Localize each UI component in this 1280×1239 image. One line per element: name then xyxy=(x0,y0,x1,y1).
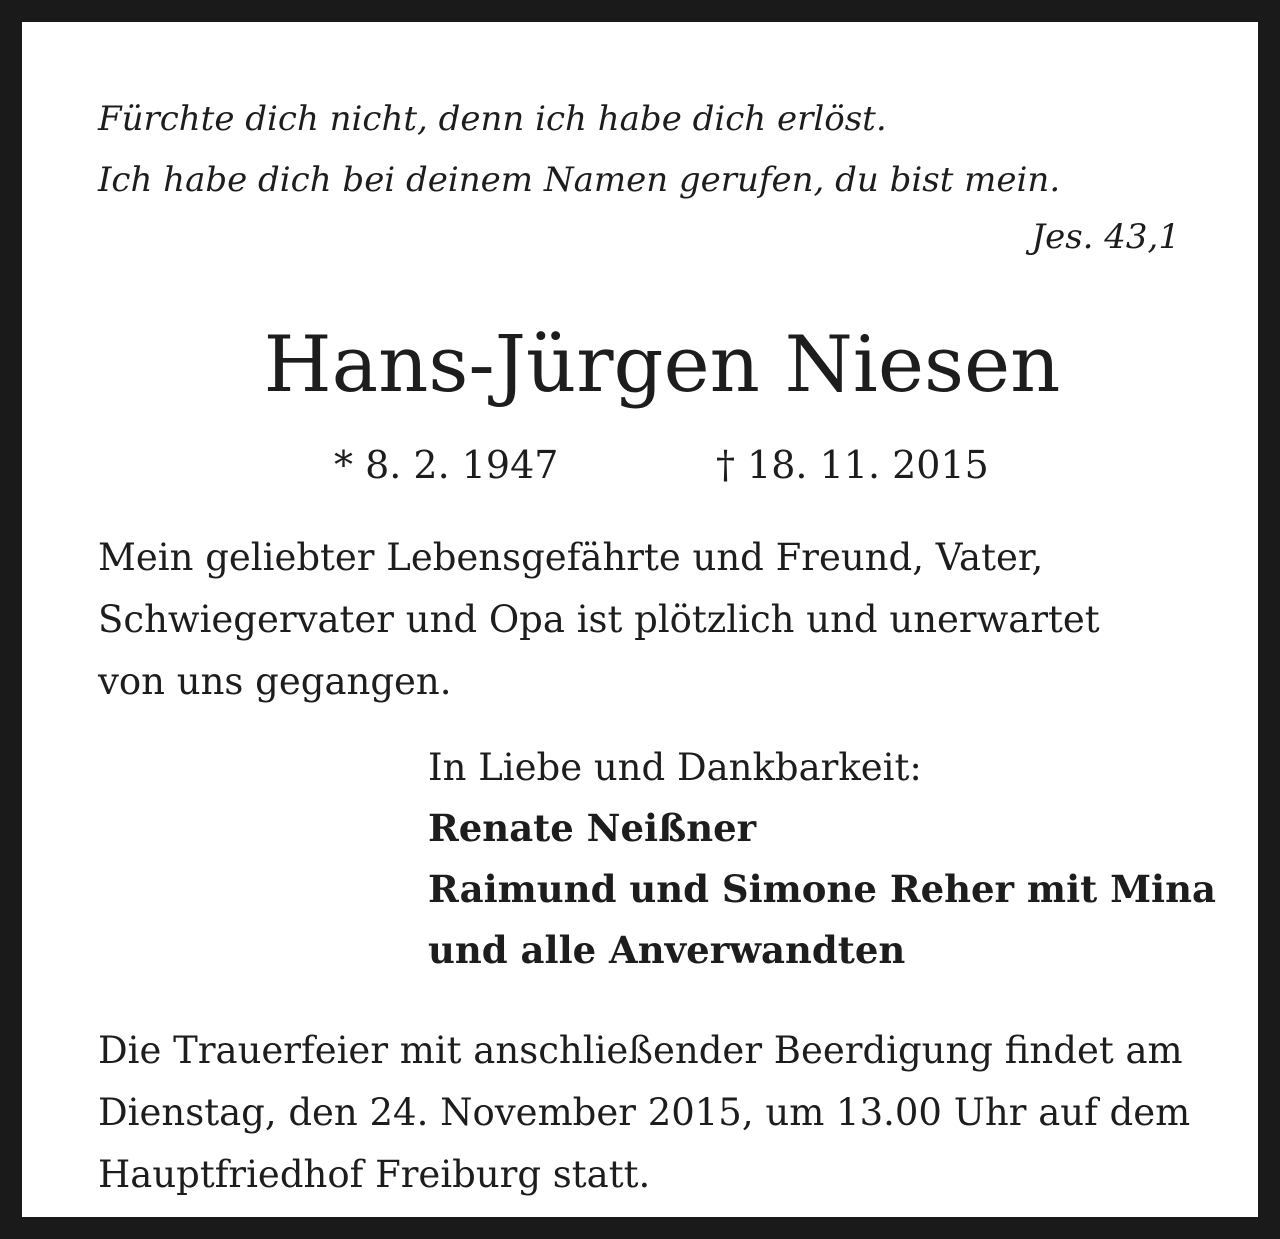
funeral-details xyxy=(98,1020,1248,1206)
funeral-line: Dienstag, den 24. November 2015, um 13.00 Uhr auf dem xyxy=(98,1091,1191,1134)
message-line: von uns gegangen. xyxy=(98,660,452,703)
mourner-name: Raimund und Simone Reher mit Mina xyxy=(428,867,1216,911)
message-line: Schwiegervater und Opa ist plötzlich und unerwartet xyxy=(98,598,1100,641)
birth-date: * 8. 2. 1947 xyxy=(334,443,559,487)
signature-block xyxy=(428,737,1216,981)
bible-verse-line-2: Ich habe dich bei deinem Namen gerufen, du bist mein. xyxy=(98,160,1061,200)
mourner-name: und alle Anverwandten xyxy=(428,928,906,972)
death-date: † 18. 11. 2015 xyxy=(716,443,989,487)
bible-verse-line-1: Fürchte dich nicht, denn ich habe dich erlöst. xyxy=(98,99,887,139)
funeral-line: Hauptfriedhof Freiburg statt. xyxy=(98,1153,651,1196)
mourner-name: Renate Neißner xyxy=(428,806,757,850)
bible-verse-reference: Jes. 43,1 xyxy=(1031,217,1180,257)
deceased-name: Hans-Jürgen Niesen xyxy=(263,320,1061,410)
message-line: Mein geliebter Lebensgefährte und Freund, Vater, xyxy=(98,536,1044,579)
signature-intro: In Liebe und Dankbarkeit: xyxy=(428,746,922,789)
obituary-message xyxy=(98,527,1178,713)
funeral-line: Die Trauerfeier mit anschließender Beerdigung findet am xyxy=(98,1029,1183,1072)
